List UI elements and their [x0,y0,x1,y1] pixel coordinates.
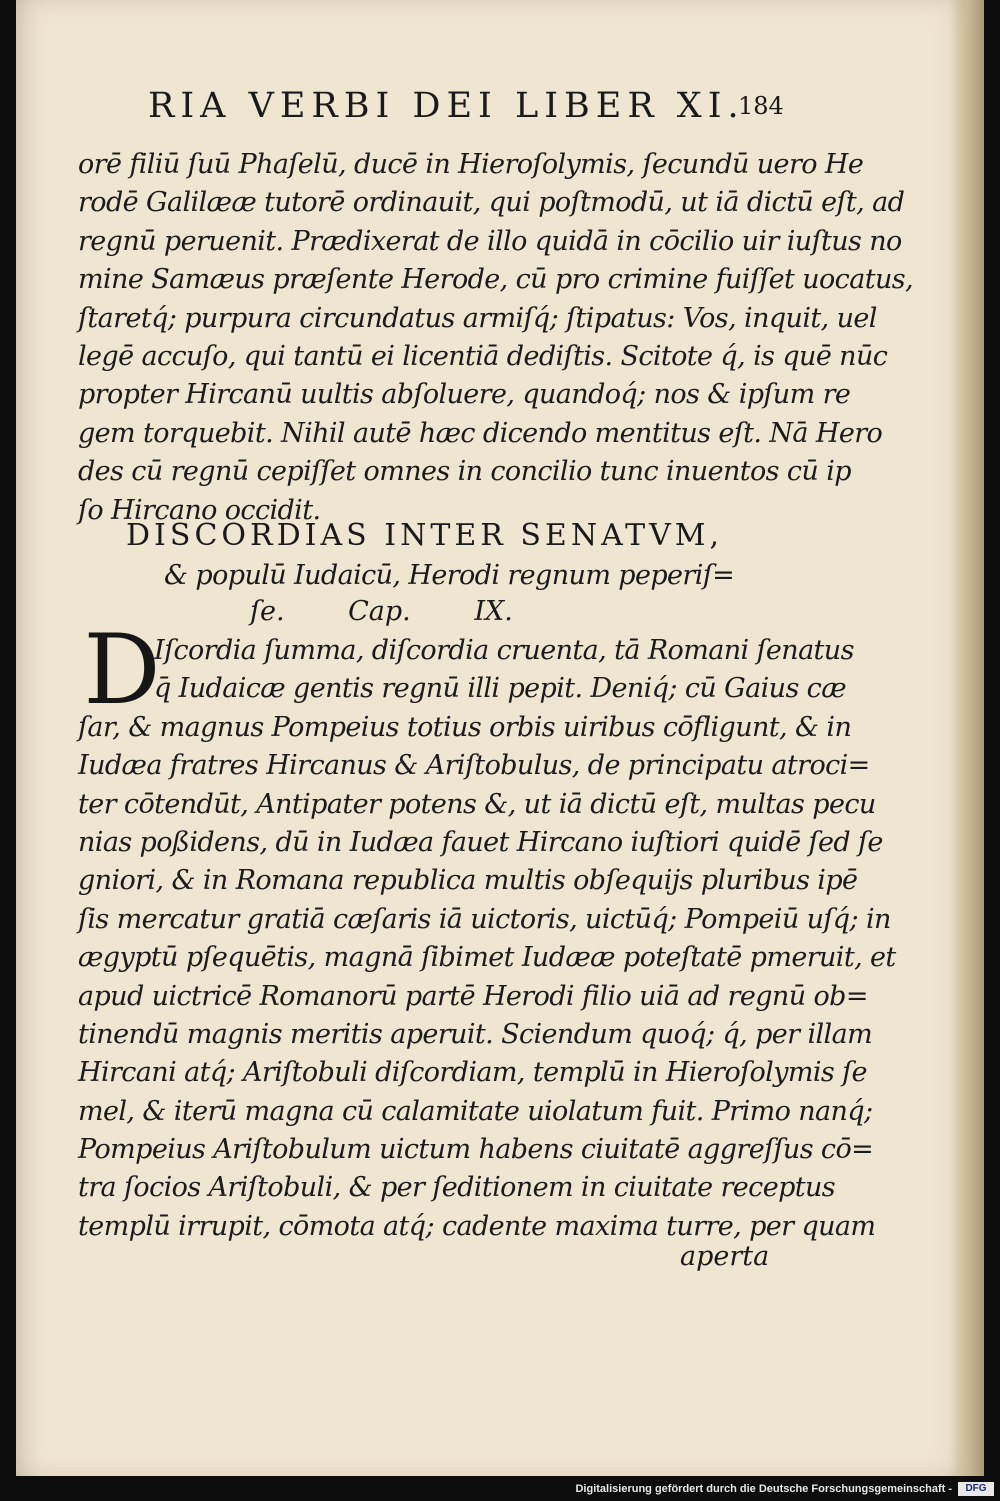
text-line: propter Hircanū uultis abſoluere, quandoq́; nos & ipſum re [78,379,851,411]
text-line: gniori, & in Romana republica multis obſequijs pluribus ipē [78,865,858,897]
text-line: Iudæa fratres Hircanus & Ariſtobulus, de principatu atroci= [78,750,870,782]
text-line: Hircani atq́; Ariſtobuli diſcordiam, templū in Hieroſolymis ſe [78,1057,867,1089]
text-line: ægyptū pſequētis, magnā ſibimet Iudææ poteſtatē pmeruit, et [78,942,896,974]
drop-cap-initial: D [83,614,161,726]
text-line: orē filiū ſuū Phaſelū, ducē in Hieroſolymis, ſecundū uero He [78,149,864,180]
text-line: q̄ Iudaicæ gentis regnū illi pepit. Deniq́; cū Gaius cæ [154,673,846,705]
text-line: tinendū magnis meritis aperuit. Sciendum quoq́; q́, per illam [78,1018,873,1050]
upper-paragraph [78,146,913,530]
text-line: mine Samæus præſente Herode, cū pro crimine fuiſſet uocatus, [78,264,913,296]
text-line: mel, & iterū magna cū calamitate uiolatum fuit. Primo nanq́; [78,1095,873,1127]
text-line: Iſcordia ſumma, diſcordia cruenta, tā Romani ſenatus [154,635,854,666]
page-number: 184 [738,92,784,120]
text-line: Pompeius Ariſtobulum uictum habens ciuitatē aggreſſus cō= [78,1134,874,1166]
text-line: tra ſocios Ariſtobuli, & per ſeditionem in ciuitate receptus [78,1172,836,1204]
text-line: gem torquebit. Nihil autē hæc dicendo mentitus eſt. Nā Hero [78,417,883,449]
page-edge [950,0,984,1476]
text-line: ter cōtendūt, Antipater potens &, ut iā dictū eſt, multas pecu [78,788,876,820]
running-head: RIA VERBI DEI LIBER XI. [148,86,745,126]
chapter-heading-line-1: DISCORDIAS INTER SENATVM, [126,518,724,553]
catchword: aperta [680,1241,770,1272]
text-line: ſtaretq́; purpura circundatus armiſq́; ſtipatus: Vos, inquit, uel [78,302,877,334]
text-line: nias poßidens, dū in Iudæa fauet Hircano iuſtiori quidē ſed ſe [78,826,883,858]
text-line: des cū regnū cepiſſet omnes in concilio tunc inuentos cū ip [78,456,851,488]
dfg-logo: DFG [958,1482,994,1496]
text-line: regnū peruenit. Prædixerat de illo quidā in cōcilio uir iuſtus no [78,225,902,257]
chapter-heading-line-2: & populū Iudaicū, Herodi regnum peperiſ= [164,560,735,591]
footer-bar [0,1476,1000,1501]
text-line: ſis mercatur gratiā cæſaris iā uictoris, uictūq́; Pompeiū uſq́; in [78,903,891,935]
text-line: templū irrupit, cōmota atq́; cadente maxima turre, per quam [78,1210,876,1242]
chapter-heading-line-3: ſe. Cap. IX. [250,596,513,627]
text-line: rodē Galilææ tutorē ordinauit, qui poſtmodū, ut iā dictū eſt, ad [78,187,905,219]
text-line: legē accuſo, qui tantū ei licentiā dediſtis. Scitote q́, is quē nūc [78,340,888,372]
text-line: apud uictricē Romanorū partē Herodi filio uiā ad regnū ob= [78,980,868,1012]
text-line: ſo Hircano occidit. [78,494,321,526]
chapter-paragraph [78,632,896,1246]
text-line: ſar, & magnus Pompeius totius orbis uiribus cōfligunt, & in [78,711,852,743]
footer-credit-text: Digitalisierung gefördert durch die Deutsche Forschungsgemeinschaft - [575,1483,952,1495]
